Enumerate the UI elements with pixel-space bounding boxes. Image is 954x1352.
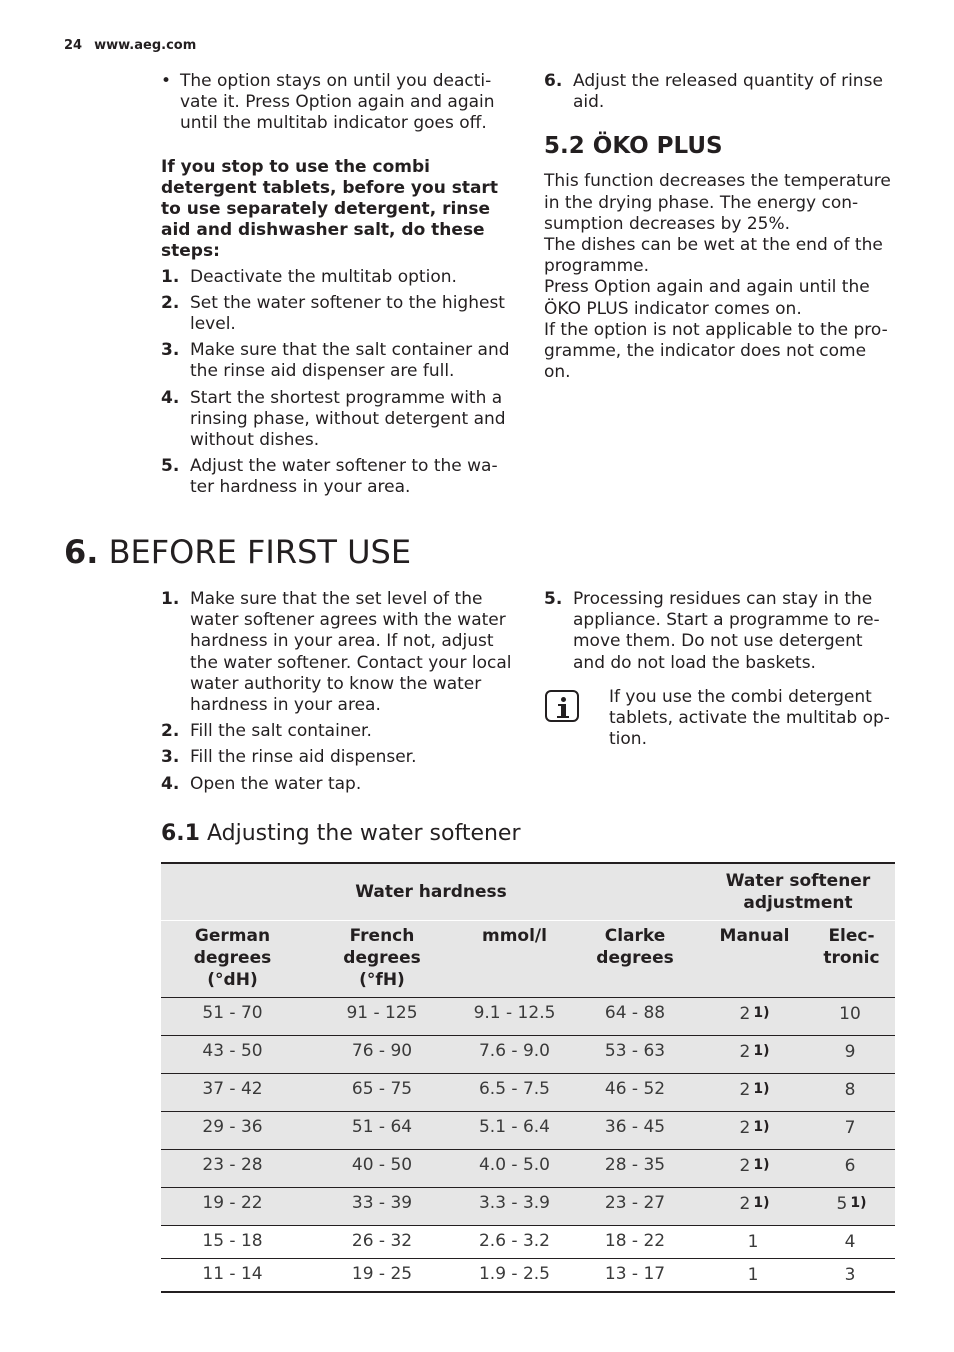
col-header-manual: Manual bbox=[701, 921, 808, 998]
bullet-item: • The option stays on until you deacti- vate it. Press Option again and again until the multitab indicator goes off. bbox=[161, 71, 513, 135]
table-row: 23 - 28 40 - 50 4.0 - 5.0 28 - 35 2 1) 6 bbox=[161, 1150, 895, 1188]
subsection-heading: 6.1 Adjusting the water softener bbox=[161, 821, 521, 846]
footnote-mark: 1) bbox=[753, 1005, 770, 1021]
footnote-mark: 1) bbox=[753, 1195, 770, 1211]
col-header-electronic: Elec- tronic bbox=[808, 921, 895, 998]
paragraph: Press Option again and again until the ÖKO PLUS indicator comes on. bbox=[544, 277, 870, 319]
col-header-french: French degrees (°fH) bbox=[304, 921, 460, 998]
stop-combi-steps bbox=[161, 267, 513, 499]
list-item: 6. Adjust the released quantity of rinse aid. bbox=[544, 71, 883, 113]
table-row: 11 - 14 19 - 25 1.9 - 2.5 13 - 17 1 3 bbox=[161, 1259, 895, 1292]
page-number: 24 bbox=[64, 38, 83, 53]
right-column-top bbox=[544, 71, 896, 383]
left-column-top bbox=[161, 71, 513, 504]
page-header bbox=[64, 38, 196, 53]
list-item: 2. Fill the salt container. bbox=[161, 721, 372, 742]
table-row: 43 - 50 76 - 90 7.6 - 9.0 53 - 63 2 1) 9 bbox=[161, 1036, 895, 1074]
col-header-german: German degrees (°dH) bbox=[161, 921, 304, 998]
table-column-header bbox=[161, 921, 895, 998]
footnote-mark: 1) bbox=[850, 1195, 867, 1211]
table-group-header bbox=[161, 863, 895, 921]
first-use-right bbox=[544, 589, 896, 679]
list-item: 5. Processing residues can stay in the appliance. Start a programme to re- move them. Do not use detergent and do not load the baskets. bbox=[544, 589, 880, 673]
list-item: 4. Open the water tap. bbox=[161, 773, 362, 794]
info-note: If you use the combi detergent tablets, activate the multitab op- tion. bbox=[609, 687, 890, 750]
list-item: 3. Fill the rinse aid dispenser. bbox=[161, 747, 417, 768]
table-row: 37 - 42 65 - 75 6.5 - 7.5 46 - 52 2 1) 8 bbox=[161, 1074, 895, 1112]
website-link[interactable]: www.aeg.com bbox=[94, 38, 197, 53]
footnote-mark: 1) bbox=[753, 1157, 770, 1173]
water-hardness-header: Water hardness bbox=[161, 863, 701, 921]
first-use-left bbox=[161, 589, 513, 800]
list-item: 4. Start the shortest programme with a rinsing phase, without detergent and without dishes. bbox=[161, 387, 506, 451]
water-hardness-table bbox=[161, 862, 895, 1293]
list-item: 5. Adjust the water softener to the wa- ter hardness in your area. bbox=[161, 456, 498, 498]
list-item: 1. Deactivate the multitab option. bbox=[161, 266, 457, 287]
list-item: 1. Make sure that the set level of the water softener agrees with the water hardness in your area. If not, adjust the water softener. Contact your local water authority to know the water hardness in your area. bbox=[161, 589, 512, 716]
table-row: 15 - 18 26 - 32 2.6 - 3.2 18 - 22 1 4 bbox=[161, 1226, 895, 1259]
footnote-mark: 1) bbox=[753, 1081, 770, 1097]
section-heading-oko-plus: 5.2 ÖKO PLUS bbox=[544, 133, 723, 160]
paragraph: If the option is not applicable to the pro- gramme, the indicator does not come on. bbox=[544, 319, 888, 383]
paragraph: This function decreases the temperature in the drying phase. The energy con- sumption decreases by 25%. bbox=[544, 171, 891, 234]
table-row: 19 - 22 33 - 39 3.3 - 3.9 23 - 27 2 1) 5 1) bbox=[161, 1188, 895, 1226]
list-item: 3. Make sure that the salt container and the rinse aid dispenser are full. bbox=[161, 340, 510, 382]
col-header-mmol: mmol/l bbox=[460, 921, 569, 998]
list-item: 2. Set the water softener to the highest level. bbox=[161, 292, 505, 335]
first-use-steps bbox=[161, 589, 513, 795]
first-use-steps-right bbox=[544, 589, 896, 674]
rinse-aid-step bbox=[544, 71, 896, 113]
combi-tablets-note: If you stop to use the combi detergent tablets, before you start to use separately detergent, rinse aid and dishwasher salt, do these steps: bbox=[161, 156, 498, 262]
paragraph: The dishes can be wet at the end of the programme. bbox=[544, 235, 883, 277]
softener-adjustment-header: Water softener adjustment bbox=[701, 863, 895, 921]
table-row: 29 - 36 51 - 64 5.1 - 6.4 36 - 45 2 1) 7 bbox=[161, 1112, 895, 1150]
chapter-heading: 6. BEFORE FIRST USE bbox=[64, 533, 412, 571]
table-row: 51 - 70 91 - 125 9.1 - 12.5 64 - 88 2 1) 10 bbox=[161, 998, 895, 1036]
footnote-mark: 1) bbox=[753, 1119, 770, 1135]
col-header-clarke: Clarke degrees bbox=[569, 921, 701, 998]
footnote-mark: 1) bbox=[753, 1043, 770, 1059]
info-icon bbox=[545, 690, 579, 722]
